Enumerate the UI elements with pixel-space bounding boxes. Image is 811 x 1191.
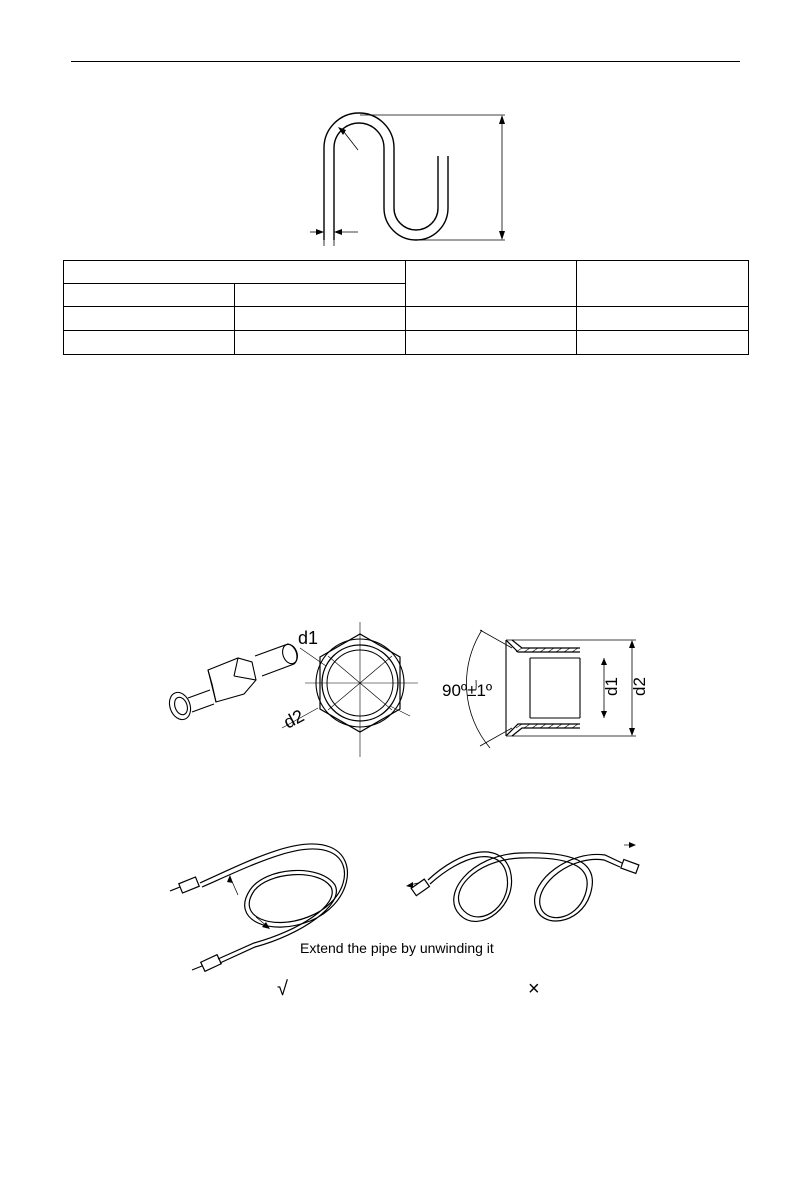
table-subheader-cell — [235, 284, 406, 307]
table-cell — [406, 307, 577, 331]
header-rule — [71, 61, 740, 62]
table-cell — [406, 331, 577, 355]
wrong-unwinding-sketch — [411, 852, 639, 922]
spec-table — [63, 260, 749, 355]
table-row — [64, 307, 749, 331]
table-subheader-cell — [64, 284, 235, 307]
table-header-cell — [577, 261, 749, 307]
angle-label: 90º±1º — [442, 681, 493, 700]
d1-label: d1 — [298, 628, 319, 648]
correct-mark-icon: √ — [277, 978, 288, 1000]
table-cell — [64, 331, 235, 355]
table-cell — [235, 331, 406, 355]
table-cell — [64, 307, 235, 331]
unwinding-caption: Extend the pipe by unwinding it — [300, 940, 494, 956]
table-header-cell — [406, 261, 577, 307]
flare-nut-sketch — [166, 642, 300, 722]
oil-trap-drawing — [300, 108, 522, 248]
table-cell — [235, 307, 406, 331]
d2-label: d2 — [280, 705, 308, 733]
flare-drawing — [160, 618, 660, 763]
wrong-mark-icon: × — [528, 978, 540, 1000]
coiled-pipe-drawing — [160, 825, 660, 1015]
d2-section-label: d2 — [630, 677, 649, 696]
table-row — [64, 331, 749, 355]
table-cell — [577, 307, 749, 331]
table-cell — [577, 331, 749, 355]
d1-section-label: d1 — [602, 677, 621, 696]
table-header-cell — [64, 261, 406, 284]
